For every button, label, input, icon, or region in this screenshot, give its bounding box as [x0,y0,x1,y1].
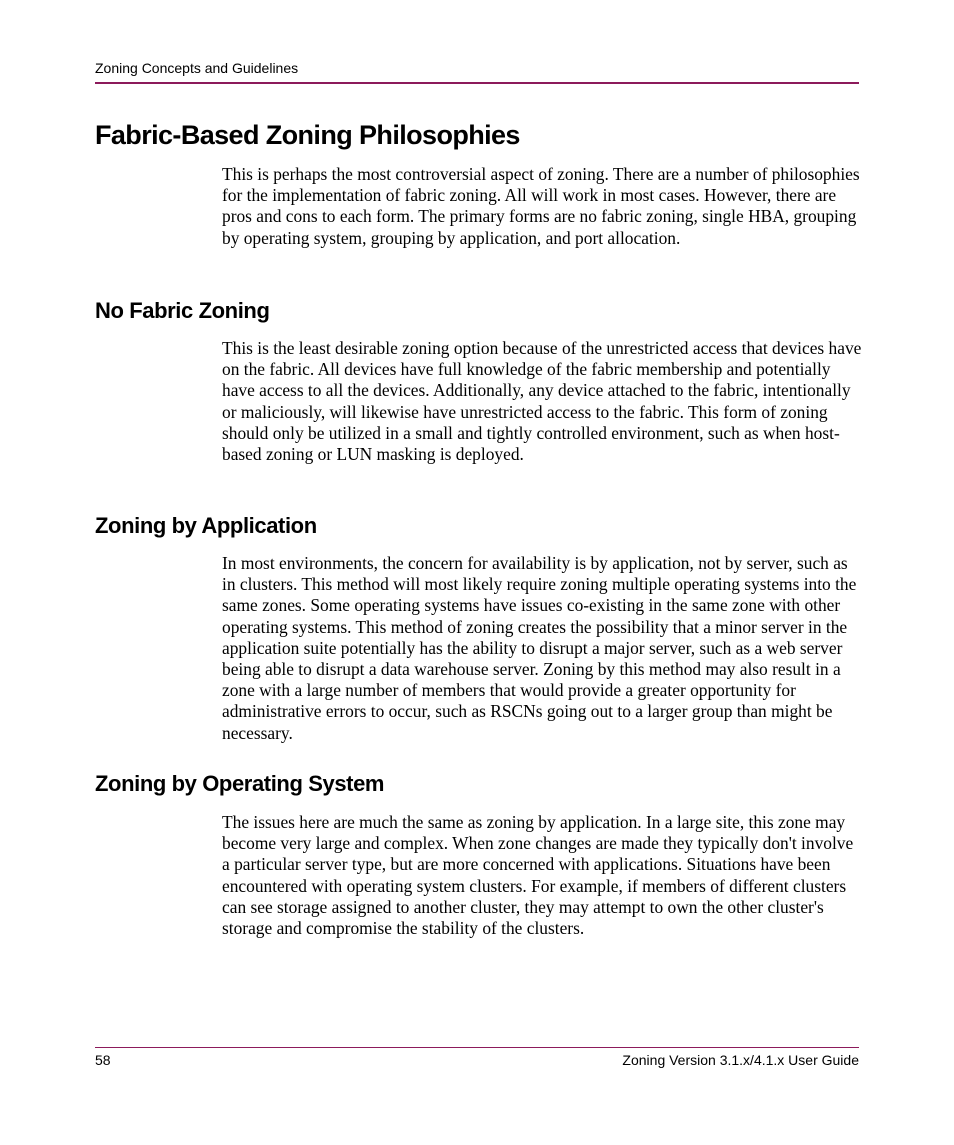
section-body-zoning-by-application: In most environments, the concern for availability is by application, not by server, such as in clusters. This method will most likely require zoning multiple operating systems into the same zones. Some operating systems have issues co-existing in the same zone with other operating systems. This method of zoning creates the possibility that a minor server in the application suite potentially has the ability to disrupt a major server, such as a web server being able to disrupt a data warehouse server. Zoning by this method may also result in a zone with a large number of members that would provide a greater opportunity for administrative errors to occur, such as RSCNs going out to a larger group than might be necessary. [222,553,857,743]
section-body-no-fabric-zoning: This is the least desirable zoning option because of the unrestricted access that devices have on the fabric. All devices have full knowledge of the fabric membership and potentially have access to all the devices. Additionally, any device attached to the fabric, intentionally or maliciously, will likewise have unrestricted access to the fabric. This form of zoning should only be utilized in a small and tightly controlled environment, such as when host-based zoning or LUN masking is deployed. [222,338,862,465]
footer-rule [95,1047,859,1048]
section-heading-no-fabric-zoning: No Fabric Zoning [95,298,270,323]
header-rule [95,82,859,84]
section-heading-zoning-by-operating-system: Zoning by Operating System [95,771,385,796]
section-heading-zoning-by-application: Zoning by Application [95,513,317,538]
section-body-zoning-by-operating-system: The issues here are much the same as zoning by application. In a large site, this zone may become very large and complex. When zone changes are made they typically don't involve a particular server type, but are more concerned with applications. Situations have been encountered with operating system clusters. For example, if members of different clusters can see storage assigned to another cluster, they may attempt to own the other cluster's storage and compromise the stability of the clusters. [222,812,854,939]
section-body-fabric-based-zoning-philosophies: This is perhaps the most controversial aspect of zoning. There are a number of philosophies for the implementation of fabric zoning. All will work in most cases. However, there are pros and cons to each form. The primary forms are no fabric zoning, single HBA, grouping by operating system, grouping by application, and port allocation. [222,164,860,248]
running-header-title: Zoning Concepts and Guidelines [95,60,299,76]
section-heading-fabric-based-zoning-philosophies: Fabric-Based Zoning Philosophies [95,120,520,150]
footer-book-title: Zoning Version 3.1.x/4.1.x User Guide [622,1052,859,1068]
page-number: 58 [95,1052,111,1068]
